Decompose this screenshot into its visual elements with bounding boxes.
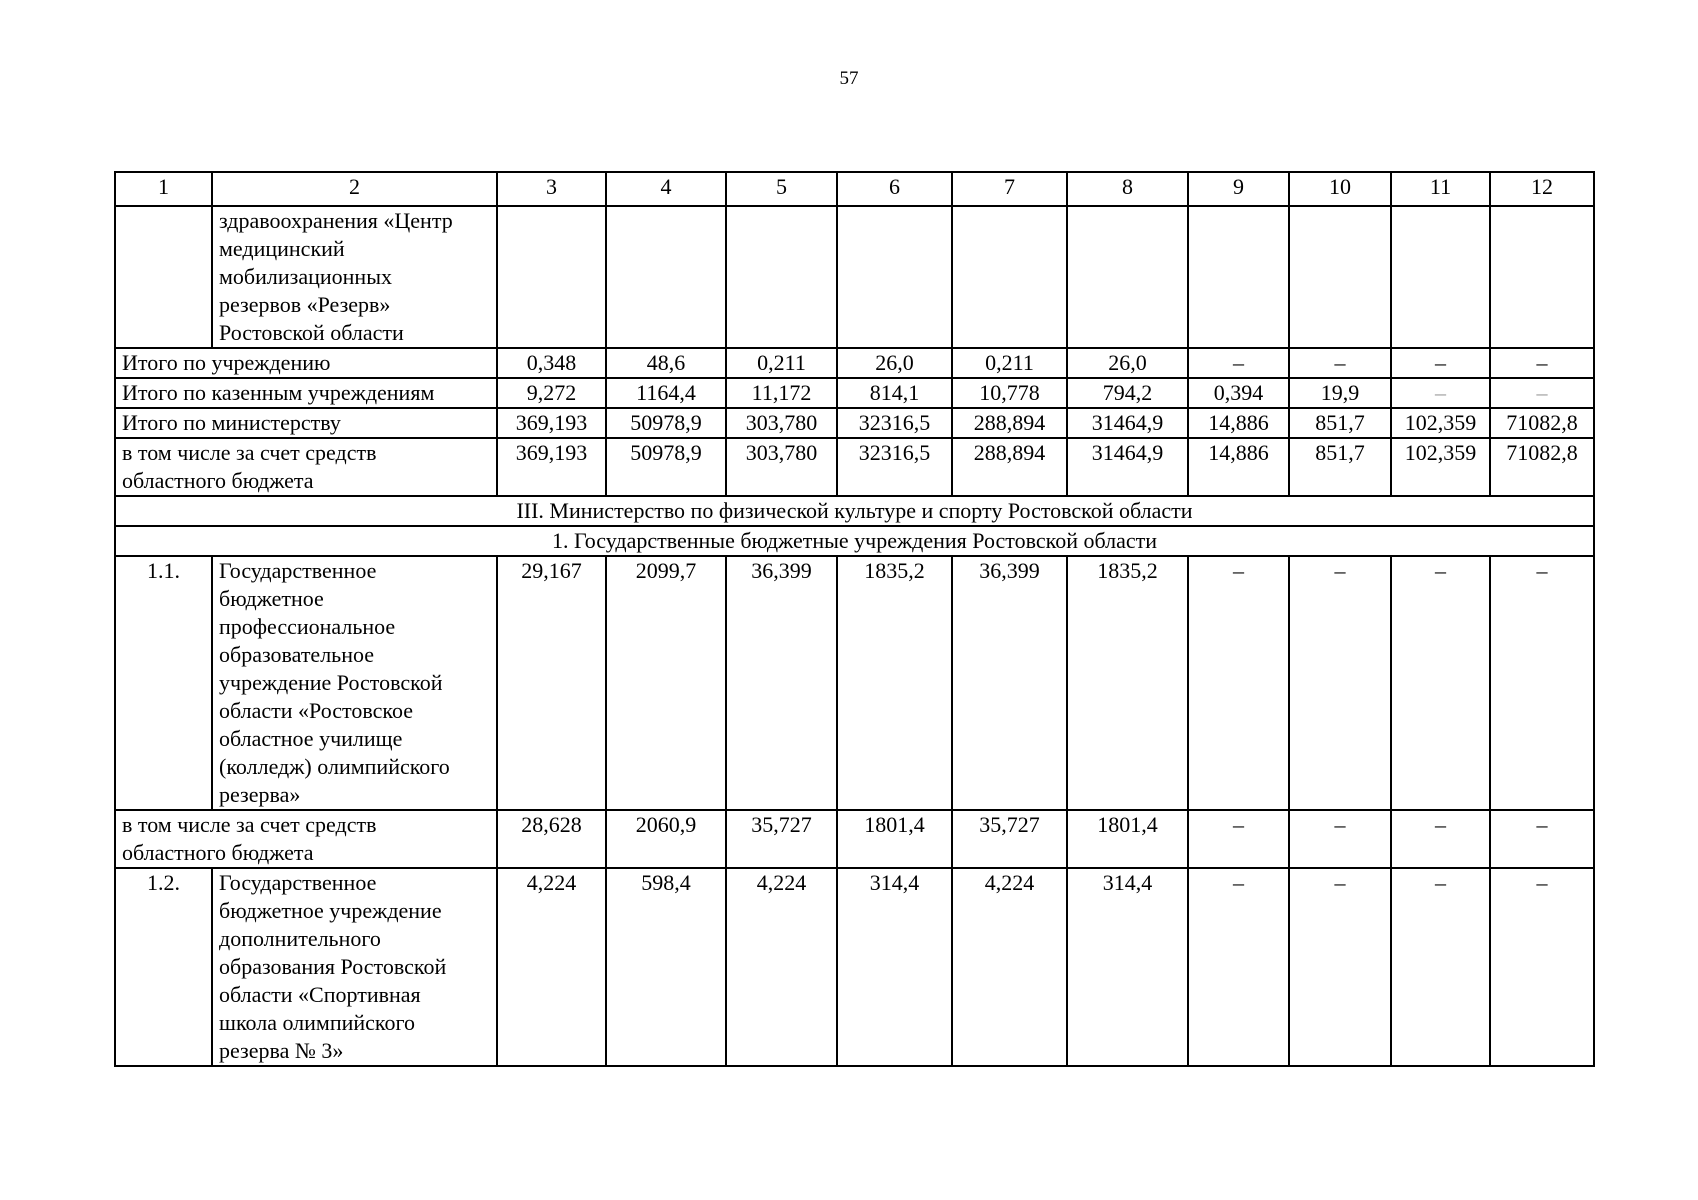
name-line: профессиональное bbox=[219, 614, 396, 639]
value-cell-col-12: 71082,8 bbox=[1490, 408, 1594, 438]
name-line: медицинский bbox=[219, 236, 345, 261]
value-cell-col-5: 35,727 bbox=[726, 810, 837, 868]
value-cell-col-9: 14,886 bbox=[1188, 408, 1289, 438]
value-cell-col-4: 2060,9 bbox=[606, 810, 726, 868]
total-row bbox=[115, 348, 1594, 378]
value-cell-col-3: 369,193 bbox=[497, 438, 606, 496]
value-cell-col-12: – bbox=[1490, 868, 1594, 1066]
value-cell-col-4: 48,6 bbox=[606, 348, 726, 378]
label-line: Итого по министерству bbox=[122, 410, 341, 435]
value-cell-col-11: – bbox=[1391, 556, 1490, 810]
value-cell-col-3: 9,272 bbox=[497, 378, 606, 408]
value-cell-col-5 bbox=[726, 206, 837, 348]
header-cell: 6 bbox=[837, 172, 952, 206]
value-cell-col-11: 102,359 bbox=[1391, 408, 1490, 438]
value-cell-col-9: – bbox=[1188, 810, 1289, 868]
value-cell-col-11: – bbox=[1391, 810, 1490, 868]
value-cell-col-8: 794,2 bbox=[1067, 378, 1188, 408]
name-line: областное училище bbox=[219, 726, 403, 751]
total-label bbox=[115, 378, 497, 408]
value-cell-col-7: 10,778 bbox=[952, 378, 1067, 408]
value-cell-col-9: 14,886 bbox=[1188, 438, 1289, 496]
value-cell-col-12: – bbox=[1490, 556, 1594, 810]
label-line: Итого по казенным учреждениям bbox=[122, 380, 435, 405]
section-heading-row bbox=[115, 526, 1594, 556]
header-cell: 12 bbox=[1490, 172, 1594, 206]
page-number: 57 bbox=[839, 68, 859, 89]
value-cell-col-6: 1801,4 bbox=[837, 810, 952, 868]
value-cell-col-6: 314,4 bbox=[837, 868, 952, 1066]
institution-name bbox=[212, 556, 497, 810]
name-line: (колледж) олимпийского bbox=[219, 754, 450, 779]
value-cell-col-7: 0,211 bbox=[952, 348, 1067, 378]
value-cell-col-10: – bbox=[1289, 810, 1391, 868]
value-cell-col-6: 32316,5 bbox=[837, 438, 952, 496]
name-line: учреждение Ростовской bbox=[219, 670, 443, 695]
value-cell-col-8: 1835,2 bbox=[1067, 556, 1188, 810]
total-label bbox=[115, 438, 497, 496]
name-line: образования Ростовской bbox=[219, 954, 447, 979]
name-line: образовательное bbox=[219, 642, 375, 667]
header-cell: 9 bbox=[1188, 172, 1289, 206]
value-cell-col-10 bbox=[1289, 206, 1391, 348]
total-row bbox=[115, 438, 1594, 496]
value-cell-col-10: – bbox=[1289, 348, 1391, 378]
name-line: Государственное bbox=[219, 870, 377, 895]
value-cell-col-5: 11,172 bbox=[726, 378, 837, 408]
name-line: резервов «Резерв» bbox=[219, 292, 391, 317]
value-cell-col-12: – bbox=[1490, 810, 1594, 868]
name-line: школа олимпийского bbox=[219, 1010, 415, 1035]
value-cell-col-12: – bbox=[1490, 378, 1594, 408]
label-line: в том числе за счет средств bbox=[122, 440, 377, 465]
label-line: областного бюджета bbox=[122, 840, 314, 865]
value-cell-col-9: – bbox=[1188, 348, 1289, 378]
header-cell: 2 bbox=[212, 172, 497, 206]
value-cell-col-7: 36,399 bbox=[952, 556, 1067, 810]
value-cell-col-10: 19,9 bbox=[1289, 378, 1391, 408]
value-cell-col-7: 35,727 bbox=[952, 810, 1067, 868]
value-cell-col-4: 50978,9 bbox=[606, 438, 726, 496]
total-label bbox=[115, 408, 497, 438]
value-cell-col-6: 814,1 bbox=[837, 378, 952, 408]
value-cell-col-6: 32316,5 bbox=[837, 408, 952, 438]
value-cell-col-8: 26,0 bbox=[1067, 348, 1188, 378]
value-cell-col-12: 71082,8 bbox=[1490, 438, 1594, 496]
header-cell: 10 bbox=[1289, 172, 1391, 206]
value-cell-col-3: 0,348 bbox=[497, 348, 606, 378]
row-index: 1.1. bbox=[115, 556, 212, 810]
section-heading: 1. Государственные бюджетные учреждения Ростовской области bbox=[115, 526, 1594, 556]
value-cell-col-5: 303,780 bbox=[726, 408, 837, 438]
row-index bbox=[115, 206, 212, 348]
value-cell-col-12 bbox=[1490, 206, 1594, 348]
value-cell-col-4 bbox=[606, 206, 726, 348]
value-cell-col-11: – bbox=[1391, 868, 1490, 1066]
value-cell-col-8: 314,4 bbox=[1067, 868, 1188, 1066]
label-line: областного бюджета bbox=[122, 468, 314, 493]
total-row bbox=[115, 810, 1594, 868]
section-heading-row bbox=[115, 496, 1594, 526]
name-line: мобилизационных bbox=[219, 264, 392, 289]
header-cell: 4 bbox=[606, 172, 726, 206]
name-line: Ростовской области bbox=[219, 320, 404, 345]
value-cell-col-11: 102,359 bbox=[1391, 438, 1490, 496]
value-cell-col-9 bbox=[1188, 206, 1289, 348]
value-cell-col-8: 31464,9 bbox=[1067, 408, 1188, 438]
value-cell-col-4: 50978,9 bbox=[606, 408, 726, 438]
value-cell-col-3 bbox=[497, 206, 606, 348]
value-cell-col-3: 369,193 bbox=[497, 408, 606, 438]
section-heading: III. Министерство по физической культуре и спорту Ростовской области bbox=[115, 496, 1594, 526]
value-cell-col-10: 851,7 bbox=[1289, 438, 1391, 496]
value-cell-col-9: – bbox=[1188, 556, 1289, 810]
label-line: Итого по учреждению bbox=[122, 350, 331, 375]
label-line: в том числе за счет средств bbox=[122, 812, 377, 837]
value-cell-col-4: 2099,7 bbox=[606, 556, 726, 810]
value-cell-col-6: 1835,2 bbox=[837, 556, 952, 810]
name-line: области «Спортивная bbox=[219, 982, 421, 1007]
name-line: бюджетное bbox=[219, 586, 324, 611]
value-cell-col-10: – bbox=[1289, 556, 1391, 810]
value-cell-col-6: 26,0 bbox=[837, 348, 952, 378]
header-cell: 7 bbox=[952, 172, 1067, 206]
value-cell-col-7: 4,224 bbox=[952, 868, 1067, 1066]
name-line: резерва № 3» bbox=[219, 1038, 344, 1063]
value-cell-col-7 bbox=[952, 206, 1067, 348]
budget-table bbox=[114, 171, 1595, 1067]
header-cell: 3 bbox=[497, 172, 606, 206]
table-row bbox=[115, 868, 1594, 1066]
total-row bbox=[115, 378, 1594, 408]
institution-name bbox=[212, 868, 497, 1066]
value-cell-col-5: 36,399 bbox=[726, 556, 837, 810]
value-cell-col-9: – bbox=[1188, 868, 1289, 1066]
value-cell-col-10: – bbox=[1289, 868, 1391, 1066]
value-cell-col-5: 4,224 bbox=[726, 868, 837, 1066]
name-line: дополнительного bbox=[219, 926, 381, 951]
value-cell-col-10: 851,7 bbox=[1289, 408, 1391, 438]
value-cell-col-8 bbox=[1067, 206, 1188, 348]
value-cell-col-5: 303,780 bbox=[726, 438, 837, 496]
value-cell-col-9: 0,394 bbox=[1188, 378, 1289, 408]
total-row bbox=[115, 408, 1594, 438]
value-cell-col-4: 598,4 bbox=[606, 868, 726, 1066]
value-cell-col-12: – bbox=[1490, 348, 1594, 378]
value-cell-col-11: – bbox=[1391, 378, 1490, 408]
name-line: Государственное bbox=[219, 558, 377, 583]
value-cell-col-3: 4,224 bbox=[497, 868, 606, 1066]
value-cell-col-7: 288,894 bbox=[952, 408, 1067, 438]
header-cell: 1 bbox=[115, 172, 212, 206]
value-cell-col-3: 28,628 bbox=[497, 810, 606, 868]
value-cell-col-6 bbox=[837, 206, 952, 348]
header-cell: 5 bbox=[726, 172, 837, 206]
name-line: резерва» bbox=[219, 782, 301, 807]
value-cell-col-8: 31464,9 bbox=[1067, 438, 1188, 496]
name-line: области «Ростовское bbox=[219, 698, 413, 723]
value-cell-col-8: 1801,4 bbox=[1067, 810, 1188, 868]
value-cell-col-7: 288,894 bbox=[952, 438, 1067, 496]
name-line: здравоохранения «Центр bbox=[219, 208, 453, 233]
value-cell-col-3: 29,167 bbox=[497, 556, 606, 810]
value-cell-col-4: 1164,4 bbox=[606, 378, 726, 408]
table-row bbox=[115, 206, 1594, 348]
header-cell: 8 bbox=[1067, 172, 1188, 206]
value-cell-col-11 bbox=[1391, 206, 1490, 348]
institution-name bbox=[212, 206, 497, 348]
column-number-header-row bbox=[115, 172, 1594, 206]
row-index: 1.2. bbox=[115, 868, 212, 1066]
value-cell-col-11: – bbox=[1391, 348, 1490, 378]
table-row bbox=[115, 556, 1594, 810]
header-cell: 11 bbox=[1391, 172, 1490, 206]
value-cell-col-5: 0,211 bbox=[726, 348, 837, 378]
total-label bbox=[115, 348, 497, 378]
name-line: бюджетное учреждение bbox=[219, 898, 442, 923]
total-label bbox=[115, 810, 497, 868]
